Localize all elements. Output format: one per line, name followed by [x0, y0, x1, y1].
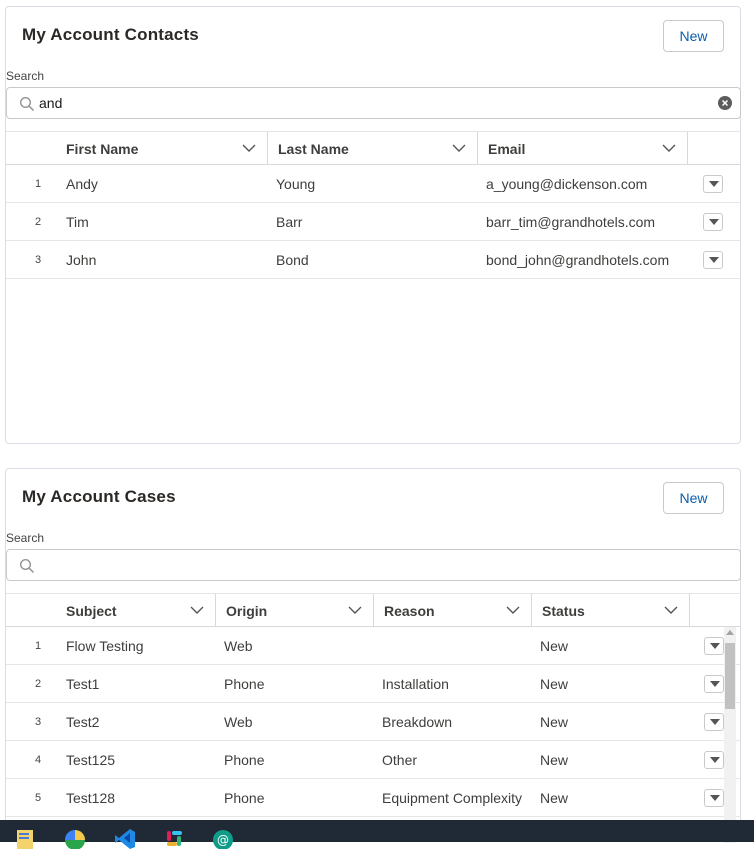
caret-down-icon: [709, 257, 719, 264]
file-explorer-icon[interactable]: [15, 827, 37, 849]
caret-down-icon: [709, 181, 719, 188]
cases-search-label: Search: [6, 531, 45, 545]
cell-status: New: [540, 789, 569, 806]
row-actions-button[interactable]: [703, 213, 723, 231]
column-header-reason[interactable]: Reason: [374, 594, 532, 627]
caret-down-icon: [710, 719, 720, 726]
caret-down-icon: [710, 795, 720, 802]
cell-first-name: Tim: [66, 213, 89, 230]
cell-status: New: [540, 713, 569, 730]
cell-origin: Phone: [224, 789, 265, 806]
cell-subject: Test128: [66, 789, 116, 806]
table-row[interactable]: [6, 165, 741, 203]
row-actions-button[interactable]: [704, 713, 724, 731]
contacts-title: My Account Contacts: [22, 25, 199, 44]
row-actions-button[interactable]: [704, 789, 724, 807]
contacts-card: [5, 6, 741, 444]
column-header-origin[interactable]: Origin: [216, 594, 374, 627]
caret-down-icon: [710, 757, 720, 764]
row-number: 3: [34, 253, 42, 266]
chevron-down-icon[interactable]: [662, 143, 676, 153]
cases-table-header: [6, 593, 741, 627]
column-header-last-name[interactable]: Last Name: [268, 132, 478, 165]
row-actions-button[interactable]: [703, 175, 723, 193]
cell-first-name: John: [66, 251, 97, 268]
row-actions-button[interactable]: [704, 751, 724, 769]
svg-text:@: @: [217, 833, 229, 847]
column-header-first-name[interactable]: First Name: [56, 132, 268, 165]
row-number: 2: [34, 215, 42, 228]
chevron-down-icon[interactable]: [242, 143, 256, 153]
cell-email: a_young@dickenson.com: [486, 175, 648, 192]
cell-status: New: [540, 751, 569, 768]
search-icon: [19, 96, 35, 112]
table-row[interactable]: [6, 203, 741, 241]
cases-search-box[interactable]: [6, 549, 741, 581]
cell-reason: Breakdown: [382, 713, 453, 730]
column-header-email[interactable]: Email: [478, 132, 688, 165]
table-row[interactable]: [6, 703, 741, 741]
clear-search-icon[interactable]: [718, 96, 732, 110]
chevron-down-icon[interactable]: [348, 605, 362, 615]
caret-down-icon: [710, 643, 720, 650]
search-icon: [19, 558, 35, 574]
new-contact-button[interactable]: New: [663, 20, 724, 52]
row-number: 1: [34, 177, 42, 190]
contacts-table-header: [6, 131, 741, 165]
caret-down-icon: [709, 219, 719, 226]
cell-subject: Test2: [66, 713, 100, 730]
cell-subject: Test1: [66, 675, 100, 692]
cases-card: [5, 468, 741, 842]
chevron-down-icon[interactable]: [664, 605, 678, 615]
at-sign-app-icon[interactable]: [212, 827, 234, 849]
column-header-status[interactable]: Status: [532, 594, 690, 627]
chevron-down-icon[interactable]: [452, 143, 466, 153]
cell-subject: Test125: [66, 751, 116, 768]
cases-search-input[interactable]: [39, 554, 699, 576]
new-case-button[interactable]: New: [663, 482, 724, 514]
cell-first-name: Andy: [66, 175, 98, 192]
cell-last-name: Barr: [276, 213, 303, 230]
scrollbar-thumb[interactable]: [725, 643, 735, 709]
contacts-search-label: Search: [6, 69, 45, 83]
row-actions-button[interactable]: [704, 637, 724, 655]
cell-email: barr_tim@grandhotels.com: [486, 213, 656, 230]
table-row[interactable]: [6, 241, 741, 279]
cell-subject: Flow Testing: [66, 637, 144, 654]
contacts-search-box[interactable]: [6, 87, 741, 119]
table-row[interactable]: [6, 665, 741, 703]
table-row[interactable]: [6, 741, 741, 779]
cell-origin: Phone: [224, 675, 265, 692]
row-actions-button[interactable]: [703, 251, 723, 269]
cases-title: My Account Cases: [22, 487, 176, 506]
cell-status: New: [540, 637, 569, 654]
caret-down-icon: [710, 681, 720, 688]
table-row[interactable]: [6, 779, 741, 817]
cell-reason: Other: [382, 751, 418, 768]
cell-origin: Phone: [224, 751, 265, 768]
row-number: 1: [34, 639, 42, 652]
cell-reason: [372, 627, 382, 664]
cell-origin: Web: [224, 637, 253, 654]
row-number: 5: [34, 791, 42, 804]
table-row[interactable]: [6, 627, 741, 665]
cases-table-scrollbar[interactable]: [724, 627, 736, 843]
cell-status: New: [540, 675, 569, 692]
browser-icon[interactable]: [64, 827, 86, 849]
cell-email: bond_john@grandhotels.com: [486, 251, 670, 268]
chevron-down-icon[interactable]: [190, 605, 204, 615]
cell-reason: Installation: [382, 675, 449, 692]
cell-origin: Web: [224, 713, 253, 730]
cell-last-name: Bond: [276, 251, 309, 268]
row-number: 3: [34, 715, 42, 728]
scroll-up-arrow-icon[interactable]: [726, 630, 734, 635]
chevron-down-icon[interactable]: [506, 605, 520, 615]
contacts-search-input[interactable]: [39, 92, 699, 114]
row-actions-button[interactable]: [704, 675, 724, 693]
cell-reason: Equipment Complexity: [382, 789, 523, 806]
column-header-subject[interactable]: Subject: [56, 594, 216, 627]
vscode-icon[interactable]: [114, 827, 136, 849]
row-number: 4: [34, 753, 42, 766]
slack-icon[interactable]: [163, 827, 185, 849]
row-number: 2: [34, 677, 42, 690]
cell-last-name: Young: [276, 175, 316, 192]
taskbar: [0, 820, 754, 847]
